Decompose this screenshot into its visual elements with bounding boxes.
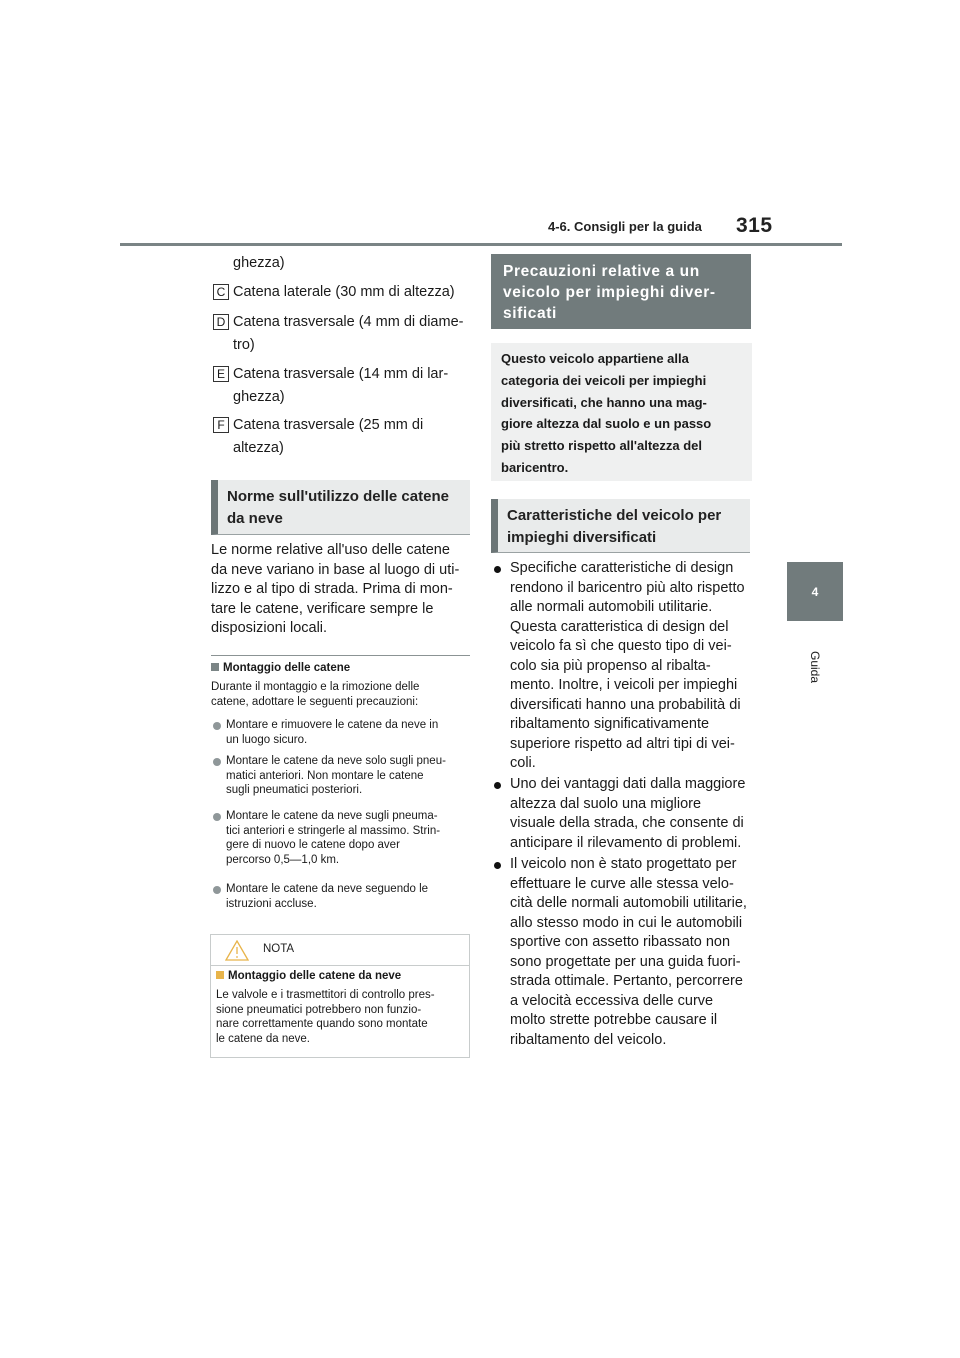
chain-item-f-line2: altezza) (233, 440, 284, 456)
precauzioni-info-line: più stretto rispetto all'altezza del (501, 438, 703, 454)
nota-label: NOTA (263, 943, 295, 955)
bullet-line: alle normali automobili utilitarie. (510, 599, 713, 615)
chain-item-e-line2: ghezza) (233, 389, 285, 405)
bullet-line: visuale della strada, che consente di (510, 815, 744, 831)
letter-badge-d: D (213, 314, 229, 330)
bullet-line: superiore rispetto ad altri tipi di vei- (510, 735, 735, 752)
page-number: 315 (736, 214, 773, 237)
nota-line: sione pneumatici potrebbero non funzio- (216, 1003, 422, 1016)
caratteristiche-bullet (510, 775, 745, 853)
precauzioni-heading-line: veicolo per impieghi diver- (503, 284, 716, 301)
montaggio-item (226, 809, 440, 867)
bullet-line: allo stesso modo in cui le automobili (510, 914, 743, 931)
caratteristiche-bullet (510, 855, 747, 1050)
montaggio-intro-line: Durante il montaggio e la rimozione delle (211, 681, 420, 693)
square-bullet-icon (216, 971, 224, 979)
nota-title (216, 969, 401, 984)
caratteristiche-heading-line2: impieghi diversificati (507, 529, 657, 546)
montaggio-title (211, 661, 350, 676)
montaggio-intro (211, 680, 419, 709)
montaggio-item-line: Montare le catene da neve seguendo le (226, 883, 429, 895)
bullet-line: molto strette potrebbe causare il (510, 1012, 718, 1028)
bullet-line: effettuare le curve alle stessa velo- (510, 875, 734, 892)
chapter-tab[interactable] (787, 562, 843, 621)
montaggio-item-line: Montare le catene da neve solo sugli pneu- (226, 755, 446, 767)
bullet-line: Il veicolo non è stato progettato per (510, 856, 737, 872)
bullet-line: strada ottimale. Pertanto, percorrere (510, 973, 743, 989)
chain-item-d-line2: tro) (233, 337, 255, 353)
letter-badge-e: E (213, 366, 229, 382)
section-divider (211, 655, 470, 656)
chain-item-f-line1: Catena trasversale (25 mm di (233, 417, 424, 433)
precauzioni-info-line: diversificati, che hanno una mag- (501, 394, 707, 410)
nota-header (211, 935, 469, 966)
circle-bullet-icon (213, 758, 221, 766)
bullet-line: sportive con assetto ribassato non (510, 934, 731, 950)
caratteristiche-bullet (510, 559, 745, 774)
bullet-line: Specifiche caratteristiche di design (510, 560, 734, 576)
letter-badge-c: C (213, 284, 229, 300)
nota-body (216, 988, 435, 1046)
bullet-dot-icon (494, 862, 501, 869)
bullet-line: altezza dal suolo una migliore (510, 795, 702, 812)
precauzioni-info-line: baricentro. (501, 459, 569, 475)
precauzioni-info-line: Questo veicolo appartiene alla (501, 351, 689, 366)
montaggio-item-line: tici anteriori e stringerle al massimo. Strin- (226, 824, 441, 837)
precauzioni-info-line: giore altezza dal suolo e un passo (501, 416, 712, 432)
montaggio-item-line: un luogo sicuro. (226, 733, 308, 746)
montaggio-item-line: Montare le catene da neve sugli pneuma- (226, 810, 438, 822)
norme-body-line: Le norme relative all'uso delle catene (211, 542, 450, 558)
montaggio-item (226, 882, 428, 911)
bullet-line: coli. (510, 755, 536, 771)
chain-item-c-line1: Catena laterale (30 mm di altezza) (233, 284, 455, 300)
chapter-label: Guida (808, 650, 822, 684)
caratteristiche-heading (491, 499, 750, 553)
nota-line: nare correttamente quando sono montate (216, 1018, 428, 1030)
bullet-line: rendono il baricentro più alto rispetto (510, 579, 745, 596)
norme-body-line: disposizioni locali. (211, 620, 328, 637)
norme-heading-line1: Norme sull'utilizzo delle catene (227, 488, 449, 505)
section-title: 4-6. Consigli per la guida (548, 219, 702, 234)
bullet-line: Uno dei vantaggi dati dalla maggiore (510, 776, 746, 792)
montaggio-item (226, 718, 438, 747)
warning-triangle-icon (225, 940, 249, 961)
norme-body-line: lizzo e al tipo di strada. Prima di mon- (211, 581, 453, 598)
bullet-line: ribaltamento del veicolo. (510, 1031, 667, 1048)
montaggio-item-line: sugli pneumatici posteriori. (226, 784, 363, 796)
precauzioni-heading-line: sificati (503, 305, 557, 322)
bullet-line: Questa caratteristica di design del (510, 618, 729, 635)
norme-body-line: tare le catene, verificare sempre le (211, 600, 434, 617)
header-divider (120, 243, 842, 246)
montaggio-item (226, 754, 446, 798)
nota-line: Le valvole e i trasmettitori di controllo pres- (216, 989, 435, 1001)
bullet-line: sono progettate per una guida fuori- (510, 953, 741, 970)
bullet-dot-icon (494, 566, 501, 573)
circle-bullet-icon (213, 722, 221, 730)
bullet-dot-icon (494, 782, 501, 789)
montaggio-title-text: Montaggio delle catene (223, 662, 351, 674)
montaggio-item-line: istruzioni accluse. (226, 897, 317, 910)
bullet-line: veicolo fa sì che questo tipo di vei- (510, 638, 732, 654)
bullet-line: diversificati hanno una probabilità di (510, 696, 741, 713)
bullet-line: colo sia più propenso al ribalta- (510, 657, 711, 674)
nota-title-text: Montaggio delle catene da neve (228, 970, 402, 982)
bullet-line: cità delle normali automobili utilitarie, (510, 895, 747, 911)
precauzioni-heading (491, 254, 751, 329)
norme-body-line: da neve variano in base al luogo di uti- (211, 561, 460, 578)
circle-bullet-icon (213, 813, 221, 821)
precauzioni-heading-line: Precauzioni relative a un (503, 263, 700, 280)
nota-box (210, 934, 470, 1058)
precauzioni-info-line: categoria dei veicoli per impieghi (501, 372, 707, 388)
letter-badge-f: F (213, 417, 229, 433)
montaggio-intro-line: catene, adottare le seguenti precauzioni: (211, 695, 419, 708)
bullet-line: mento. Inoltre, i veicoli per impieghi (510, 677, 738, 693)
chain-lead-text: ghezza) (233, 255, 285, 271)
montaggio-item-line: Montare e rimuovere le catene da neve in (226, 719, 439, 731)
norme-body (211, 541, 459, 639)
caratteristiche-heading-line1: Caratteristiche del veicolo per (507, 507, 722, 524)
norme-heading (211, 480, 470, 535)
chain-item-d-line1: Catena trasversale (4 mm di diame- (233, 314, 464, 330)
norme-heading-line2: da neve (227, 510, 283, 527)
chain-item-e-line1: Catena trasversale (14 mm di lar- (233, 366, 449, 382)
bullet-line: anticipare il rilevamento di problemi. (510, 834, 742, 851)
square-bullet-icon (211, 663, 219, 671)
circle-bullet-icon (213, 886, 221, 894)
montaggio-item-line: matici anteriori. Non montare le catene (226, 769, 424, 782)
bullet-line: a velocità eccessiva delle curve (510, 992, 714, 1009)
precauzioni-info (491, 343, 752, 481)
nota-line: le catene da neve. (216, 1032, 310, 1045)
bullet-line: ribaltamento significativamente (510, 716, 710, 732)
montaggio-item-line: percorso 0,5—1,0 km. (226, 853, 340, 866)
montaggio-item-line: gere di nuovo le catene dopo aver (226, 839, 400, 851)
chapter-number: 4 (811, 584, 819, 599)
